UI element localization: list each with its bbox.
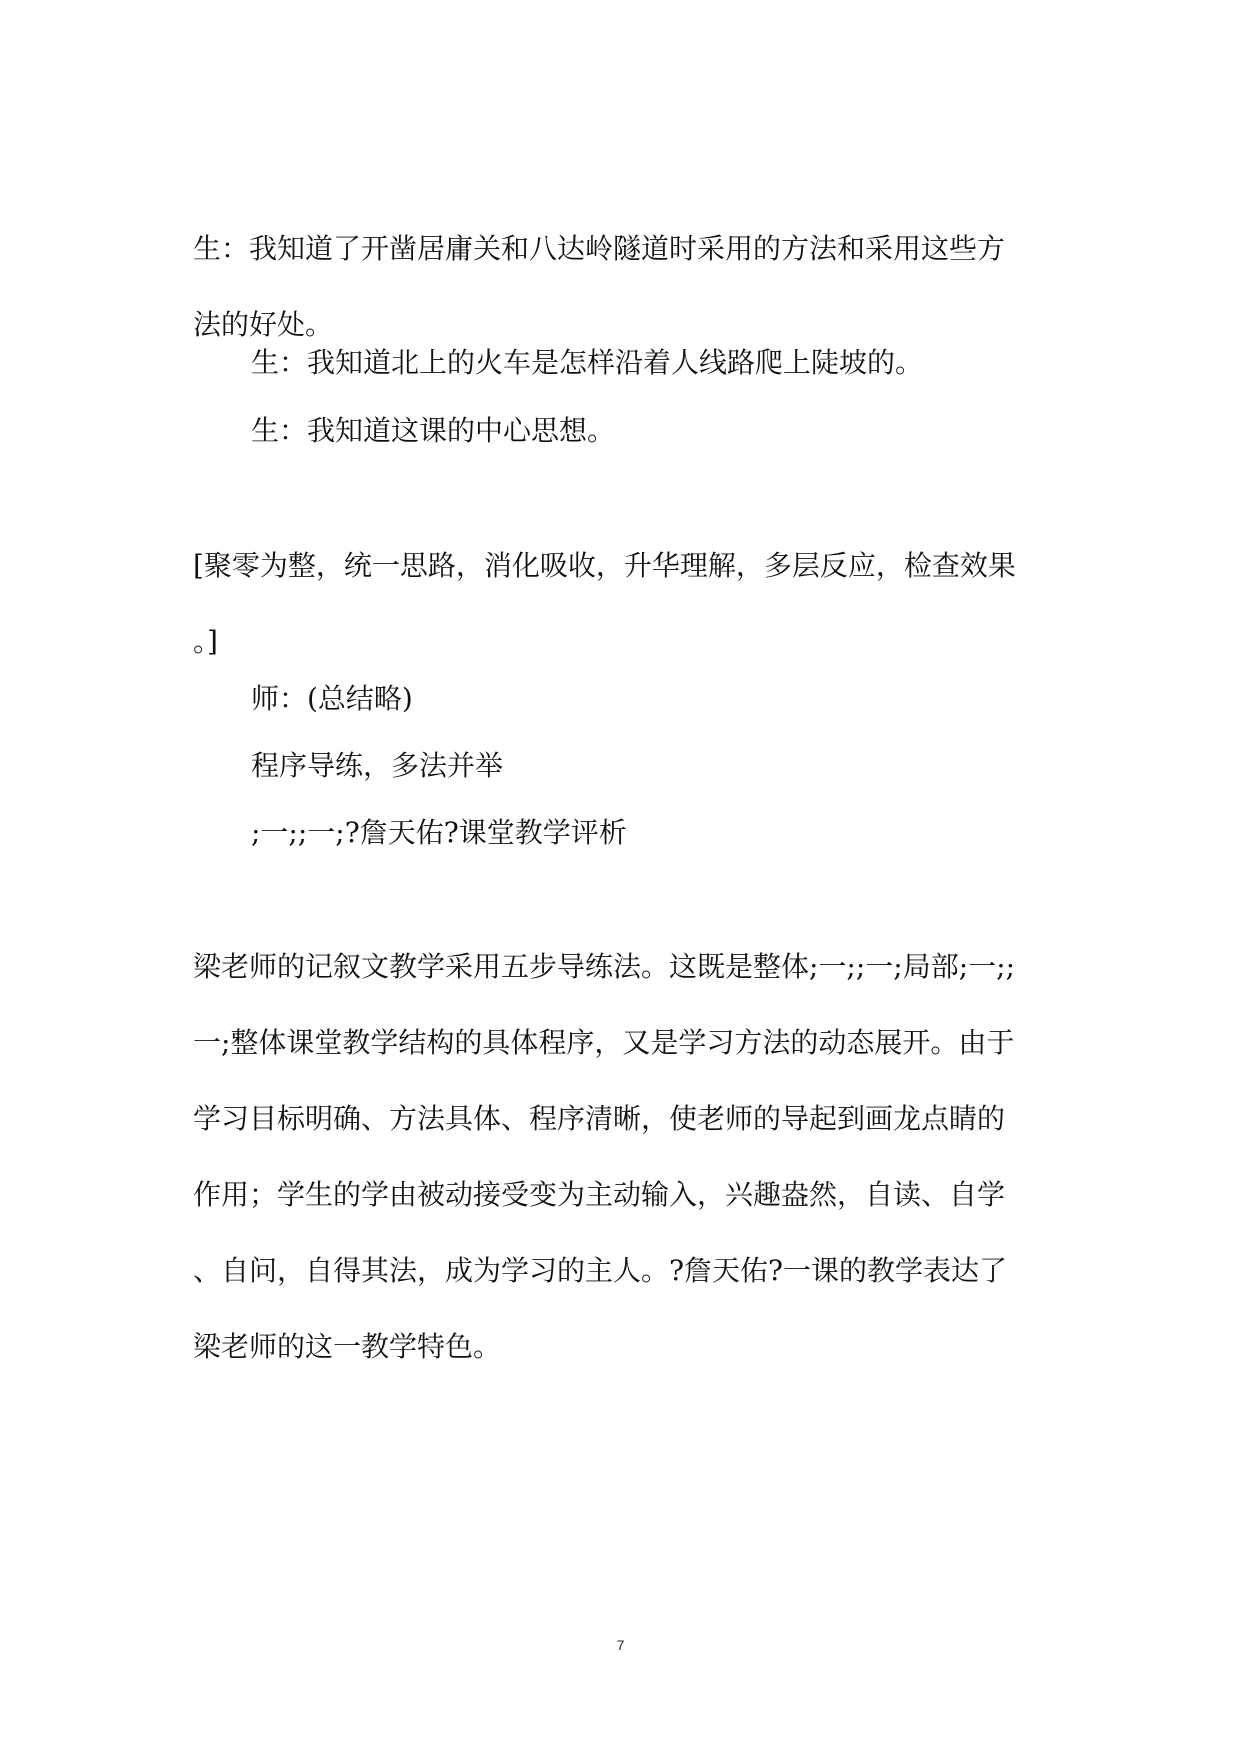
text-line: 生：我知道北上的火车是怎样沿着人线路爬上陡坡的。 — [251, 346, 924, 379]
text-line: 、自问，自得其法，成为学习的主人。?詹天佑?一课的教学表达了 — [193, 1254, 1008, 1287]
section-subheading — [251, 795, 1051, 871]
paragraph-bracket-note — [193, 528, 1053, 680]
paragraph-student-answer-2 — [251, 325, 1051, 401]
text-line: 学习目标明确、方法具体、程序清晰，使老师的导起到画龙点睛的 — [193, 1102, 1006, 1135]
text-line: 梁老师的这一教学特色。 — [193, 1330, 502, 1363]
text-line: 程序导练，多法并举 — [251, 749, 504, 782]
paragraph-commentary — [193, 929, 1053, 1385]
text-line: 作用；学生的学由被动接受变为主动输入，兴趣盎然，自读、自学 — [193, 1178, 1006, 1211]
text-line: ;一;;一;?詹天佑?课堂教学评析 — [251, 816, 627, 849]
text-line: 法的好处。 — [193, 308, 334, 341]
text-line: 梁老师的记叙文教学采用五步导练法。这既是整体;一;;一;局部;一;; — [193, 950, 1016, 983]
text-line: 一;整体课堂教学结构的具体程序，又是学习方法的动态展开。由于 — [193, 1026, 1015, 1059]
section-heading — [251, 728, 1051, 804]
page-number: 7 — [616, 1637, 625, 1653]
text-line: 师：(总结略) — [251, 682, 413, 715]
text-line: 生：我知道这课的中心思想。 — [251, 414, 616, 447]
text-line: [聚零为整，统一思路，消化吸收，升华理解，多层反应，检查效果 — [193, 549, 1016, 582]
paragraph-teacher-summary — [251, 661, 1051, 737]
paragraph-student-answer-3 — [251, 393, 1051, 469]
text-line: 。] — [193, 625, 218, 658]
text-line: 生：我知道了开凿居庸关和八达岭隧道时采用的方法和采用这些方 — [193, 232, 1006, 265]
